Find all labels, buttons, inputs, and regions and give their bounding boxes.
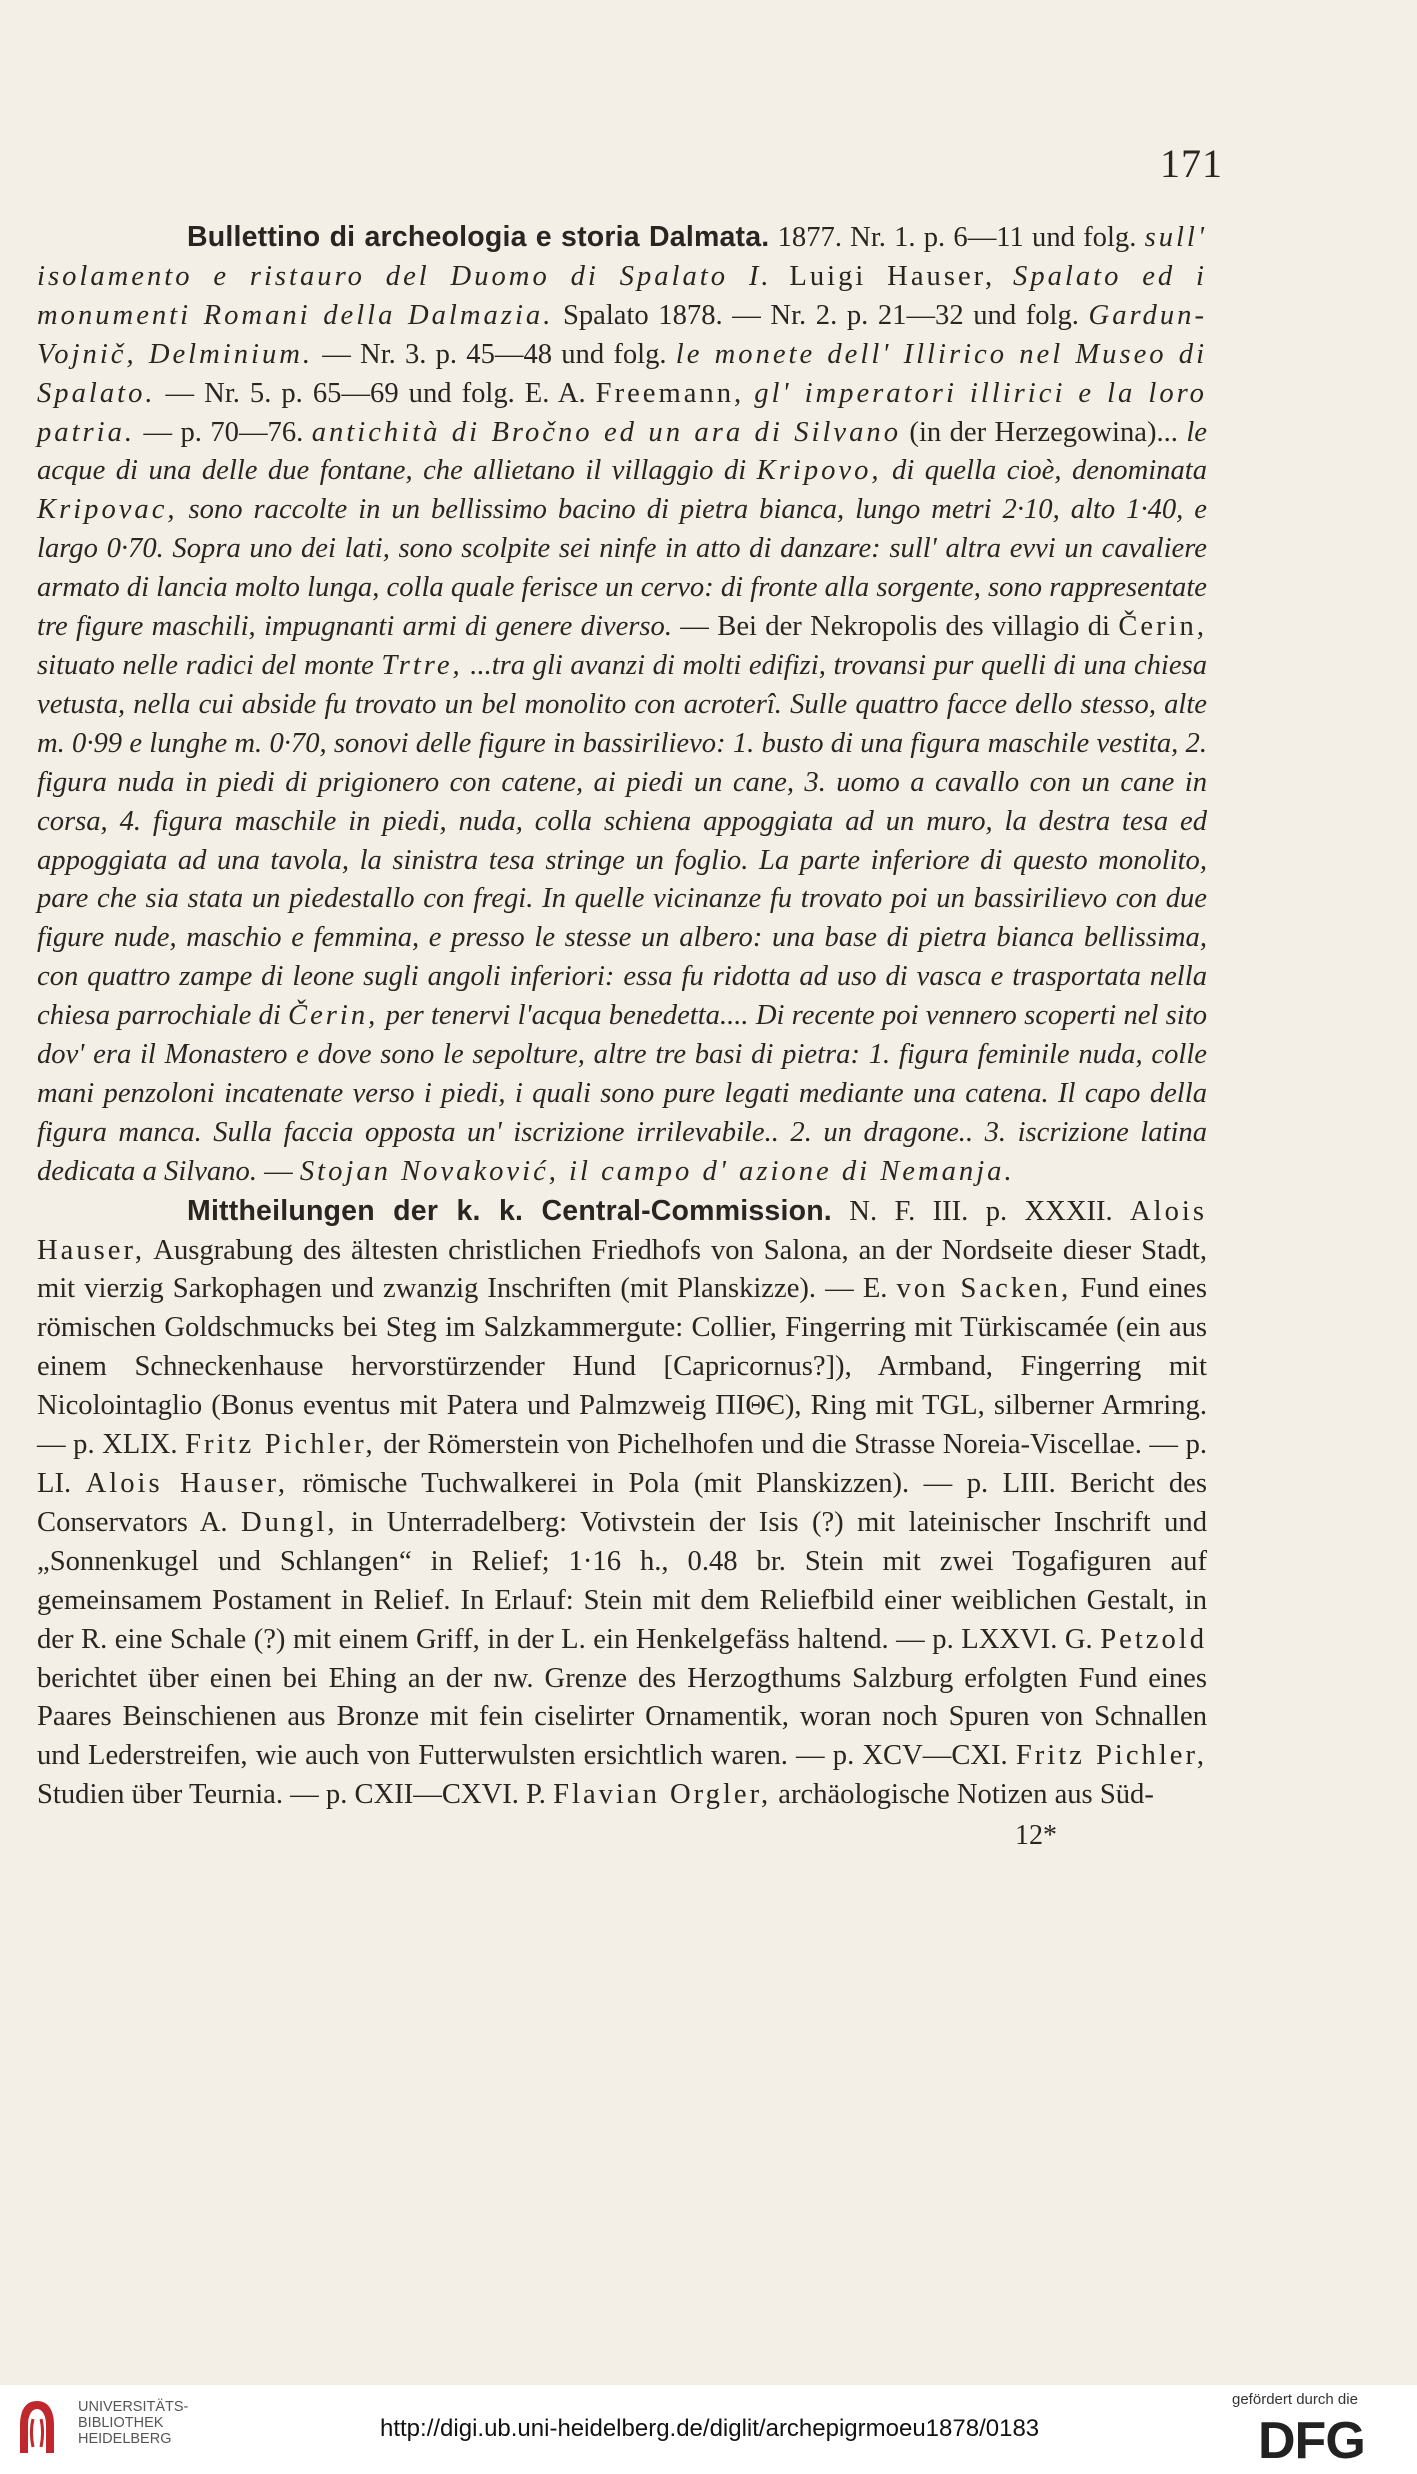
source-url-link[interactable]: http://digi.ub.uni-heidelberg.de/diglit/archepigrmoeu1878/0183 — [380, 2415, 1040, 2442]
page-number: 171 — [1160, 141, 1223, 186]
footer-bar — [0, 2385, 1417, 2474]
funded-by-caption: gefördert durch die — [1232, 2391, 1358, 2408]
paragraph-mittheilungen — [37, 1192, 1207, 1816]
text-run — [995, 261, 1013, 292]
paragraph-bullettino — [37, 218, 1207, 1192]
text-run: Studien über Teurnia. — p. CXII—CXVI. P. — [37, 1779, 554, 1811]
text-run: per tenervi l'acqua benedetta.... Di recente poi vennero scoperti nel sito dov' era il Monastero e dove sono le sepolture, altre tre basi di pietra: 1. figura feminile nuda, colle mani penzoloni incatenate verso i piedi, i quali sono pure legati mediante una catena. Il capo della figura manca. Sulla faccia opposta un' iscrizione irrilevabile.. 2. un dragone.. 3. iscrizione latina dedicata a Silvano. — [37, 1000, 1207, 1187]
text-run: römische Tuchwalkerei in Pola (mit Planskizzen). — p. LIII. Bericht des Conservators A. — [37, 1468, 1207, 1538]
text-run — [772, 261, 790, 292]
text-run: N. F. III. p. XXXII. — [831, 1195, 1131, 1227]
text-run: Ausgrabung des ältesten christlichen Friedhofs von Salona, an der Nordseite dieser Stadt, mit vierzig Sarkophagen und zwanzig Inschriften (mit Planskizze). — E. — [37, 1234, 1207, 1305]
text-run: sull' isolamento e ristauro del Duomo di Spalato I. — [37, 222, 1207, 292]
text-run: Alois Hauser, — [85, 1468, 289, 1499]
text-run: — Bei der Nekropolis des villagio di — [671, 611, 1119, 643]
text-run: Trtre, — [381, 649, 463, 681]
text-run: Fritz Pichler, — [1015, 1740, 1207, 1772]
text-run: Petzold — [1100, 1623, 1207, 1655]
text-run: Fund eines römischen Goldschmucks bei Steg im Salzkammergute: Collier, Fingerring mit Türkiscamée (ein aus einem Schneckenhause hervorstürzender Hund [Capricornus?]), Armband, Fingerring mit Nicolointaglio (Bonus eventus mit Patera und Palmzweig ΠΙΘЄ), Ring mit TGL, silberner Armring. — p. XLIX. — [37, 1273, 1207, 1461]
text-run: der Römerstein von Pichelhofen und die Strasse Noreia-Viscellae. — p. LI. — [37, 1429, 1208, 1499]
section-heading: Mittheilungen der k. k. Central-Commission. — [187, 1194, 832, 1227]
text-run: — p. 70—76. — [135, 416, 312, 448]
text-run: Kripovo, — [756, 455, 882, 487]
text-run: Freemann, — [595, 377, 745, 409]
text-run: — — [256, 1155, 300, 1187]
text-run: Dungl, — [240, 1506, 338, 1538]
text-run: Flavian Orgler, — [553, 1779, 772, 1811]
section-heading: Bullettino di archeologia e storia Dalmata. — [187, 221, 770, 253]
text-run — [744, 378, 754, 409]
text-run: situato nelle radici del monte — [37, 649, 382, 681]
university-logo-icon — [14, 2397, 60, 2457]
text-run: Čerin, — [1118, 611, 1207, 643]
text-run: archäologische Notizen aus Süd- — [771, 1779, 1154, 1811]
text-run: sono raccolte in un bellissimo bacino di pietra bianca, lungo metri 2·10, alto 1·40, e largo 0·70. Sopra uno dei lati, sono scolpite sei ninfe in atto di danzare: sull' altra evvi un cavaliere armato di lancia molto lunga, colla quale ferisce un cervo: di fronte alla sorgente, sono rappresentate tre figure maschili, impugnanti armi di genere diverso. — [37, 494, 1207, 643]
text-run: — Nr. 5. p. 65—69 und folg. E. A. — [155, 377, 596, 409]
text-run: Alois Hauser, — [37, 1195, 1207, 1266]
text-run: von Sacken, — [896, 1273, 1072, 1305]
text-run: le acque di una delle due fontane, che allietano il villaggio di — [37, 416, 1207, 487]
text-run: Spalato ed i monumenti Romani della Dalmazia. — [37, 260, 1207, 331]
signature-mark: 12* — [1015, 1820, 1057, 1852]
text-run: berichtet über einen bei Ehing an der nw. Grenze des Herzogthums Salzburg erfolgten Fund eines Paares Beinschienen aus Bronze mit fein ciselirter Ornamentik, woran noch Spuren von Schnallen und Lederstreifen, wie auch von Futterwulsten ersichtlich waren. — p. XCV—CXI. — [37, 1662, 1207, 1772]
library-line: UNIVERSITÄTS- — [78, 2399, 189, 2415]
text-run: gl' imperatori illirici e la loro patria. — [37, 377, 1207, 448]
text-run: Gardun-Vojnič, Delminium. — [37, 299, 1207, 370]
text-run: antichità di Bročno ed un ara di Silvano — [311, 416, 901, 448]
dfg-logo: DFG — [1258, 2412, 1365, 2470]
text-run: di quella cioè, denominata — [881, 455, 1207, 487]
library-line: BIBLIOTHEK — [78, 2415, 164, 2431]
text-run: (in der Herzegowina)... — [901, 416, 1187, 448]
text-run: Spalato 1878. — Nr. 2. p. 21—32 und folg. — [553, 299, 1089, 331]
text-run: — Nr. 3. p. 45—48 und folg. — [313, 338, 676, 370]
text-run: 1877. Nr. 1. p. 6—11 und folg. — [769, 222, 1145, 253]
text-run: Kripovac, — [37, 494, 178, 526]
text-run: Čerin, — [288, 1000, 379, 1032]
library-line: HEIDELBERG — [78, 2431, 172, 2447]
body-text — [37, 218, 1207, 1856]
text-run: ...tra gli avanzi di molti edifizi, trovansi pur quelli di una chiesa vetusta, nella cui abside fu trovato un bel monolito con acroterî. Sulle quattro facce dello stesso, alte m. 0·99 e lunghe m. 0·70, sonovi delle figure in bassirilievo: 1. busto di una figura maschile vestita, 2. figura nuda in piedi di prigionero con catene, ai piedi un cane, 3. uomo a cavallo con un cane in corsa, 4. figura maschile in piedi, nuda, colla schiena appoggiata ad un muro, la destra tesa ed appoggiata ad una tavola, la sinistra tesa stringe un foglio. La parte inferiore di questo monolito, pare che sia stata un piedestallo con fregi. In quelle vicinanze fu trovato poi un bassirilievo con due figure nude, maschio e femmina, e presso le stesse un albero: una base di pietra bianca bellissima, con quattro zampe di leone sugli angoli inferiori: essa fu ridotta ad uso di vasca e trasportata nella chiesa parrochiale di — [37, 649, 1207, 1032]
text-run: Fritz Pichler, — [185, 1429, 376, 1461]
text-run: in Unterradelberg: Votivstein der Isis (?) mit lateinischer Inschrift und „Sonnenkugel und Schlangen“ in Relief; 1·16 h., 0.48 br. Stein mit zwei Togafiguren auf gemeinsamem Postament in Relief. In Erlauf: Stein mit dem Reliefbild einer weiblichen Gestalt, in der R. eine Schale (?) mit einem Griff, in der L. ein Henkelgefäss haltend. — p. LXXVI. G. — [37, 1506, 1208, 1655]
library-name — [78, 2399, 188, 2447]
text-run: Stojan Novaković, il campo d' azione di Nemanja. — [299, 1155, 1015, 1187]
text-run: Luigi Hauser, — [789, 260, 996, 292]
text-run: le monete dell' Illirico nel Museo di Spalato. — [37, 338, 1208, 409]
